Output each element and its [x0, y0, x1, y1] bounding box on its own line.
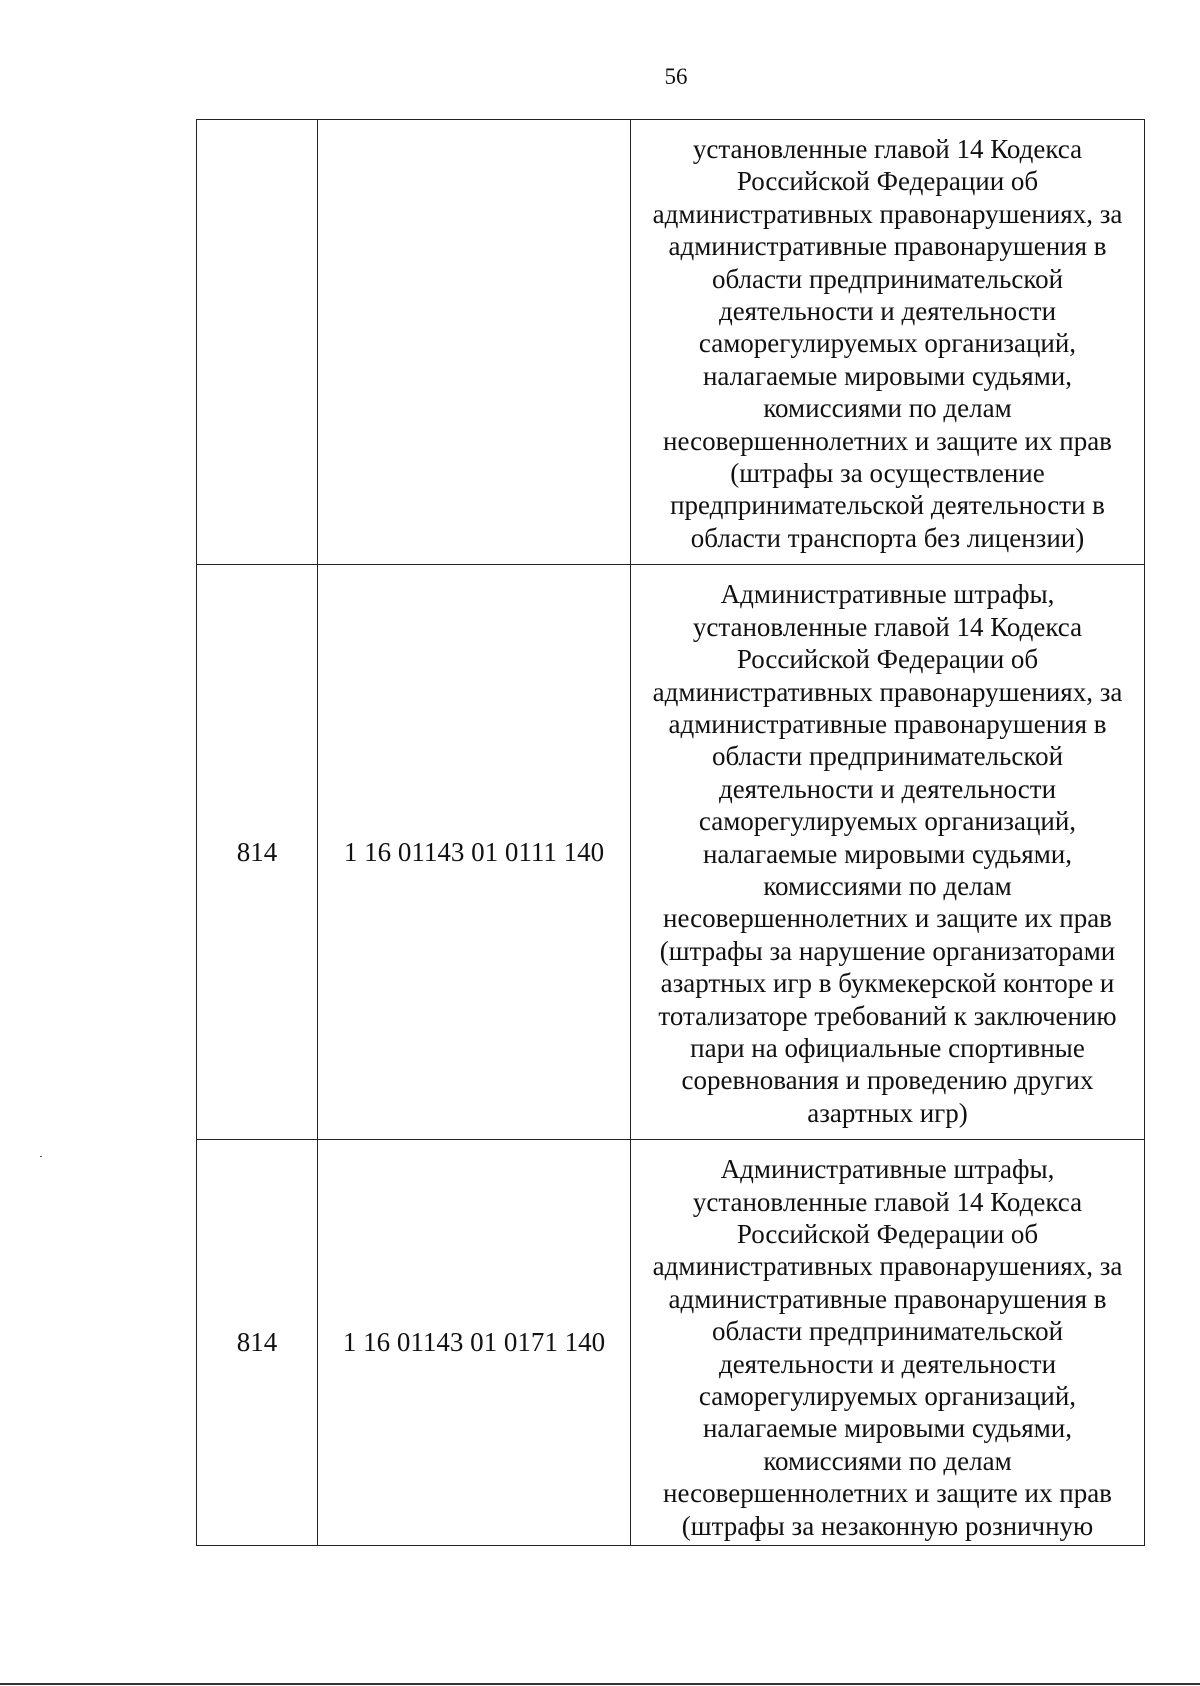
- description-line: саморегулируемых организаций,: [698, 1381, 1077, 1412]
- margin-mark: [40, 1156, 42, 1157]
- description-line: соревнования и проведению других: [681, 1065, 1094, 1096]
- description-line: комиссиями по делам: [763, 1445, 1012, 1476]
- description-line: административные правонарушения в: [668, 708, 1107, 739]
- description-line: области транспорта без лицензии): [690, 522, 1085, 553]
- description-line: Административные штрафы,: [720, 579, 1055, 610]
- description-line: области предпринимательской: [711, 741, 1064, 772]
- description-line: налагаемые мировыми судьями,: [702, 1413, 1073, 1444]
- description-line: административные правонарушения в: [668, 1283, 1107, 1314]
- description-line: тотализаторе требований к заключению: [658, 1000, 1117, 1031]
- budget-classification-code-cell: [318, 120, 631, 565]
- admin-code-cell: 814: [197, 1140, 318, 1546]
- description-line: предпринимательской деятельности в: [670, 490, 1105, 521]
- description-line: установленные главой 14 Кодекса: [692, 1186, 1083, 1217]
- description-cell: [631, 565, 1145, 1140]
- description-line: Российской Федерации об: [736, 166, 1039, 197]
- description-line: Российской Федерации об: [736, 1219, 1039, 1249]
- description-line: области предпринимательской: [711, 263, 1064, 294]
- description-line: установленные главой 14 Кодекса: [692, 611, 1083, 642]
- admin-code-cell: [197, 120, 318, 565]
- description-cell: [631, 120, 1145, 565]
- description-line: (штрафы за незаконную розничную: [681, 1510, 1094, 1541]
- description-line: саморегулируемых организаций,: [698, 328, 1077, 359]
- description-line: деятельности и деятельности: [718, 1348, 1057, 1379]
- bottom-edge-rule: [0, 1683, 1200, 1685]
- table-row: [197, 1140, 1145, 1546]
- description-line: административных правонарушениях, за: [652, 676, 1123, 707]
- description-line: административных правонарушениях, за: [652, 198, 1123, 229]
- budget-codes-table: [196, 119, 1145, 1546]
- table-row: [197, 565, 1145, 1140]
- description-line: Административные штрафы,: [720, 1154, 1055, 1185]
- table-row: [197, 120, 1145, 565]
- description-line: деятельности и деятельности: [718, 296, 1057, 327]
- description-line: саморегулируемых организаций,: [698, 806, 1077, 837]
- description-line: пари на официальные спортивные: [690, 1032, 1085, 1063]
- description-line: области предпринимательской: [711, 1316, 1064, 1347]
- description-line: налагаемые мировыми судьями,: [702, 838, 1073, 869]
- page-number: 56: [664, 64, 688, 89]
- description-line: комиссиями по делам: [763, 393, 1012, 424]
- description-line: административных правонарушениях, за: [652, 1251, 1123, 1282]
- admin-code-cell: 814: [197, 565, 318, 1140]
- description-line: административные правонарушения в: [668, 231, 1107, 262]
- description-line: установленные главой 14 Кодекса: [692, 134, 1083, 164]
- description-line: комиссиями по делам: [763, 870, 1012, 901]
- budget-classification-code-cell: 1 16 01143 01 0111 140: [318, 565, 631, 1140]
- description-line: несовершеннолетних и защите их прав: [663, 1478, 1112, 1509]
- description-line: азартных игр): [807, 1097, 968, 1128]
- description-line: налагаемые мировыми судьями,: [702, 360, 1073, 391]
- description-line: (штрафы за осуществление: [730, 458, 1045, 489]
- budget-classification-code-cell: 1 16 01143 01 0171 140: [318, 1140, 631, 1546]
- description-line: Российской Федерации об: [736, 644, 1039, 675]
- description-cell: [631, 1140, 1145, 1546]
- description-line: несовершеннолетних и защите их прав: [663, 903, 1112, 934]
- description-line: несовершеннолетних и защите их прав: [663, 425, 1112, 456]
- description-line: азартных игр в букмекерской конторе и: [660, 968, 1115, 999]
- description-line: (штрафы за нарушение организаторами: [659, 935, 1116, 966]
- description-line: деятельности и деятельности: [718, 773, 1057, 804]
